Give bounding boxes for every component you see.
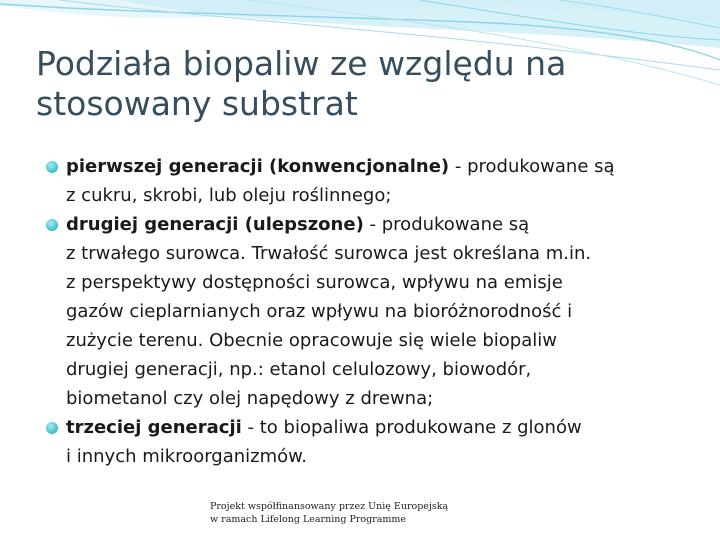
bullet-item-second-generation	[46, 210, 706, 413]
footer-line-2: w ramach Lifelong Learning Programme	[210, 514, 407, 525]
bullet-dot-icon	[46, 161, 58, 173]
bullet-text-line: drugiej generacji, np.: etanol celulozowy, biowodór,	[66, 359, 532, 380]
footer-line-1: Projekt współfinansowany przez Unię Europejską	[210, 501, 449, 512]
bullet-text: - produkowane są	[449, 156, 615, 177]
bullet-heading: pierwszej generacji (konwencjonalne)	[66, 156, 450, 177]
bullet-text-line: gazów cieplarnianych oraz wpływu na bioróżnorodność i	[66, 301, 573, 322]
bullet-first-line	[66, 413, 706, 442]
slide-title-line-2: stosowany substrat	[36, 84, 358, 123]
bullet-text-line: biometanol czy olej napędowy z drewna;	[66, 388, 434, 409]
bullet-text-line: zużycie terenu. Obecnie opracowuje się wiele biopaliw	[66, 330, 557, 351]
bullet-first-line	[66, 210, 706, 239]
bullet-heading: drugiej generacji (ulepszone)	[66, 214, 364, 235]
bullet-heading: trzeciej generacji	[66, 417, 242, 438]
bullet-dot-icon	[46, 422, 58, 434]
bullet-dot-icon	[46, 219, 58, 231]
slide-title-line-1: Podziała biopaliw ze względu na	[36, 44, 567, 83]
footer-note	[210, 500, 530, 526]
bullet-text-line: z perspektywy dostępności surowca, wpływu na emisje	[66, 272, 563, 293]
bullet-text: - to biopaliwa produkowane z glonów	[241, 417, 582, 438]
bullet-first-line	[66, 152, 706, 181]
bullet-text-line: z trwałego surowca. Trwałość surowca jest określana m.in.	[66, 243, 592, 264]
bullet-list	[46, 152, 706, 471]
bullet-text: - produkowane są	[363, 214, 530, 235]
bullet-item-third-generation	[46, 413, 706, 471]
bullet-text-line: z cukru, skrobi, lub oleju roślinnego;	[66, 185, 392, 206]
bullet-text-line: i innych mikroorganizmów.	[66, 446, 307, 467]
bullet-item-first-generation	[46, 152, 706, 210]
slide-title	[36, 44, 696, 124]
